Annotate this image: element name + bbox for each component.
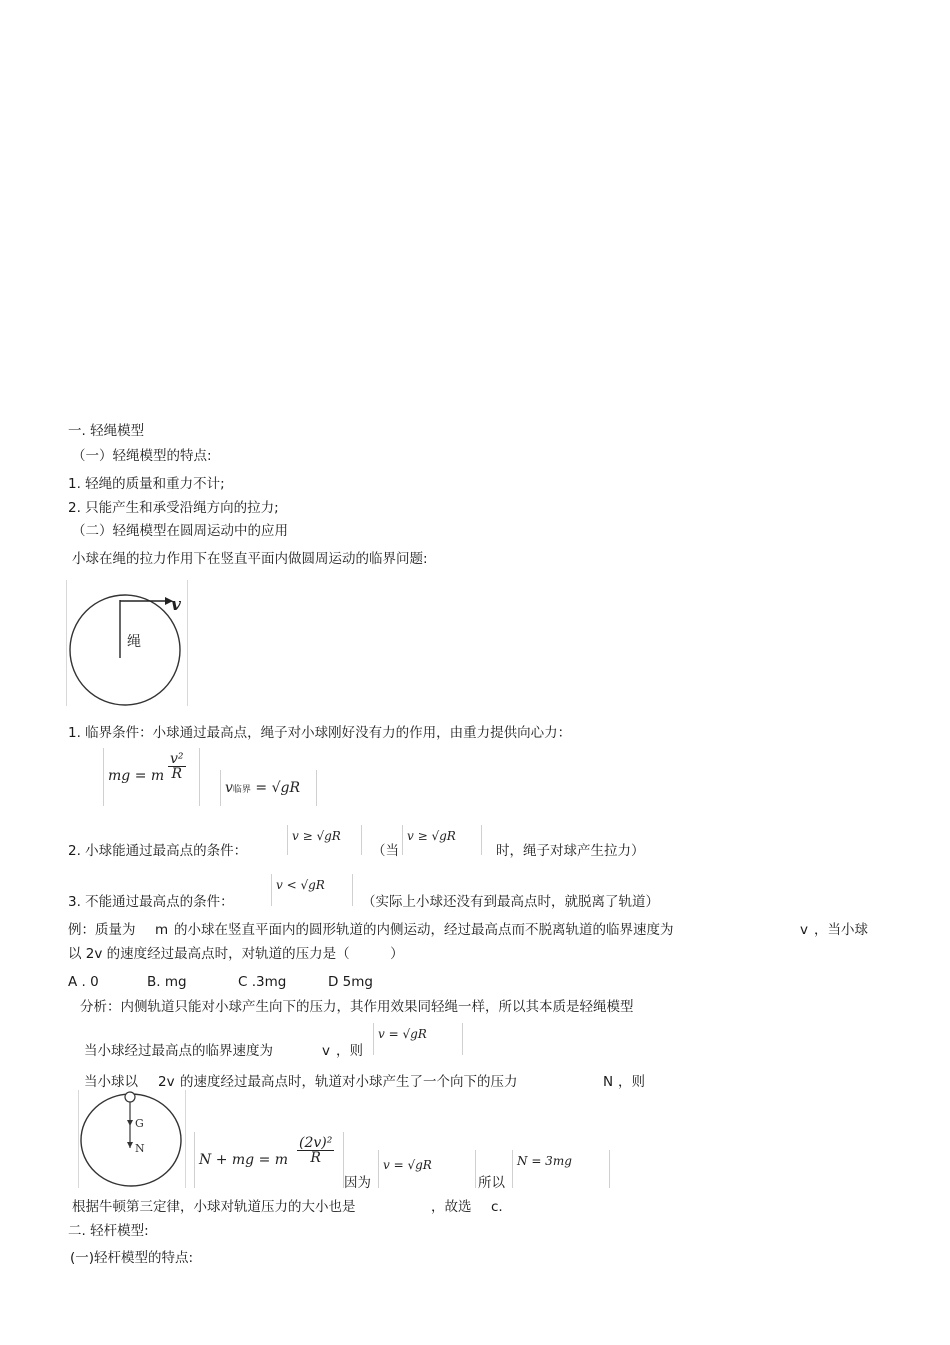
rope-label: 绳	[127, 634, 141, 650]
fraction-denominator: R	[310, 1150, 321, 1166]
fraction-numerator: (2v)²	[299, 1135, 333, 1151]
section1-item2: 2. 只能产生和承受沿绳方向的拉力;	[68, 500, 279, 516]
formula-n-3mg	[512, 1150, 610, 1188]
formula-v-critical	[220, 770, 317, 806]
conclusion-c: c.	[491, 1199, 503, 1215]
analysis-step1-a: 当小球经过最高点的临界速度为	[84, 1043, 273, 1059]
option-d: D 5mg	[328, 974, 373, 990]
analysis-step2-b: 的速度经过最高点时，轨道对小球产生了一个向下的压力	[180, 1074, 518, 1090]
section1-sub1: （一）轻绳模型的特点:	[72, 448, 212, 464]
analysis-step2-c: ，则	[618, 1074, 645, 1090]
formula-text: N = 3mg	[517, 1154, 572, 1168]
option-b: B. mg	[147, 974, 187, 990]
section2-heading: 二. 轻杆模型:	[68, 1223, 149, 1239]
condition3-note: （实际上小球还没有到最高点时，就脱离了轨道）	[362, 894, 659, 910]
rope-figure	[66, 580, 188, 706]
rope-figure-svg	[67, 580, 187, 706]
formula-lhs: mg = m	[108, 768, 165, 784]
formula-v-geq	[287, 825, 362, 855]
example-line1-v: v	[800, 922, 808, 938]
example-line1-c: ，当小球	[814, 922, 868, 938]
example-line2: 以 2v 的速度经过最高点时，对轨道的压力是（ ）	[68, 946, 404, 962]
condition2-when: （当	[372, 843, 399, 859]
formula-text: v = √gR	[383, 1158, 432, 1172]
example-line1-a: 例：质量为	[68, 922, 136, 938]
condition2-text: 2. 小球能通过最高点的条件：	[68, 843, 248, 859]
velocity-label: v	[171, 595, 181, 615]
formula-v: v	[225, 780, 233, 796]
analysis-step2-2v: 2v	[158, 1074, 175, 1090]
option-c: C .3mg	[238, 974, 287, 990]
formula-v-less	[271, 874, 353, 906]
therefore-label: 所以	[478, 1175, 505, 1191]
ball-icon	[125, 1092, 135, 1102]
section1-item1: 1. 轻绳的质量和重力不计;	[68, 476, 225, 492]
analysis-step1-b: ，则	[336, 1043, 363, 1059]
track-figure	[78, 1090, 186, 1188]
formula-text: v < √gR	[276, 878, 325, 892]
force-g-label: G	[135, 1117, 144, 1130]
force-g-arrowhead	[127, 1120, 133, 1126]
fraction-denominator: R	[171, 766, 183, 782]
conclusion-a: 根据牛顿第三定律，小球对轨道压力的大小也是	[72, 1199, 356, 1215]
formula-text: v ≥ √gR	[292, 829, 341, 843]
analysis-step2-a: 当小球以	[84, 1074, 138, 1090]
analysis-step1-v: v	[322, 1043, 330, 1059]
formula-n-plus-mg	[194, 1132, 344, 1188]
critical-condition: 1. 临界条件：小球通过最高点，绳子对小球刚好没有力的作用，由重力提供向心力：	[68, 725, 572, 741]
example-line1-b: 的小球在竖直平面内的圆形轨道的内侧运动，经过最高点而不脱离轨道的临界速度为	[174, 922, 674, 938]
force-n-label: N	[135, 1142, 145, 1155]
formula-rhs: = √gR	[250, 780, 300, 796]
formula-text: v = √gR	[378, 1027, 427, 1041]
conclusion-b: ，故选	[431, 1199, 472, 1215]
section1-heading: 一. 轻绳模型	[68, 423, 145, 439]
section2-sub1: (一)轻杆模型的特点:	[70, 1250, 194, 1266]
formula-text: v ≥ √gR	[407, 829, 456, 843]
track-figure-svg	[79, 1090, 185, 1188]
formula-fraction	[168, 752, 186, 781]
formula-fraction	[297, 1136, 334, 1165]
formula-v-geq-2	[402, 825, 482, 855]
analysis-text: 分析：内侧轨道只能对小球产生向下的压力，其作用效果同轻绳一样，所以其本质是轻绳模型	[80, 999, 634, 1015]
circle-path	[70, 595, 180, 705]
section1-intro: 小球在绳的拉力作用下在竖直平面内做圆周运动的临界问题:	[72, 551, 428, 567]
formula-mg-mv2r	[103, 748, 200, 806]
because-label: 因为	[344, 1175, 371, 1191]
option-a: A . 0	[68, 974, 99, 990]
condition2-rest: 时，绳子对球产生拉力）	[496, 843, 645, 859]
condition3-text: 3. 不能通过最高点的条件：	[68, 894, 234, 910]
force-n-arrowhead	[127, 1142, 133, 1148]
formula-lhs: N + mg = m	[199, 1152, 289, 1168]
analysis-step2-N: N	[603, 1074, 614, 1090]
example-line1-m: m	[155, 922, 169, 938]
section1-sub2: （二）轻绳模型在圆周运动中的应用	[72, 523, 288, 539]
formula-v-eq-2	[378, 1150, 476, 1188]
fraction-numerator: v²	[170, 751, 184, 767]
formula-v-eq	[373, 1023, 463, 1055]
track-circle	[81, 1094, 181, 1186]
formula-sub: 临界	[232, 785, 251, 795]
